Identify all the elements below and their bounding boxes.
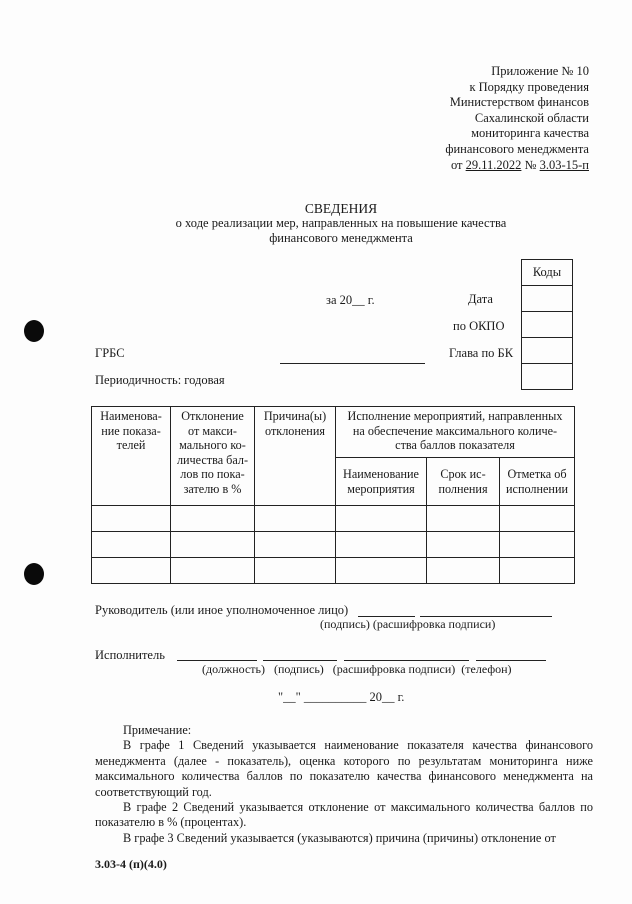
measures-table bbox=[91, 406, 575, 584]
footer-form-code: 3.03-4 (п)(4.0) bbox=[95, 857, 167, 871]
grbs-label: ГРБС bbox=[95, 346, 125, 360]
head-signature-label: Руководитель (или иное уполномоченное лицо) bbox=[95, 603, 349, 617]
code-cell-okpo bbox=[522, 312, 573, 338]
header-line: мониторинга качества bbox=[471, 126, 589, 141]
col-header-deadline: Срок ис- полнения bbox=[427, 458, 500, 506]
header-line: Приложение № 10 bbox=[491, 64, 589, 78]
executor-signature-line bbox=[263, 660, 337, 661]
code-cell-bk bbox=[522, 338, 573, 364]
code-cell-empty bbox=[522, 364, 573, 390]
head-signature-caption: (подпись) (расшифровка подписи) bbox=[320, 617, 496, 631]
codes-header: Коды bbox=[522, 260, 573, 286]
header-line: финансового менеджмента bbox=[445, 141, 589, 156]
code-label-bk: Глава по БК bbox=[449, 346, 514, 360]
header-line: Сахалинской области bbox=[474, 110, 589, 125]
notes-title: Примечание: bbox=[123, 723, 192, 737]
code-label-date: Дата bbox=[468, 292, 493, 306]
appendix-header bbox=[445, 64, 589, 173]
grbs-fill-line bbox=[280, 363, 425, 364]
executor-label: Исполнитель bbox=[95, 648, 165, 662]
executor-position-line bbox=[177, 660, 257, 661]
header-date-line: от 29.11.2022 № 3.03-15-п bbox=[450, 157, 589, 172]
periodicity: Периодичность: годовая bbox=[95, 373, 225, 387]
header-line: Министерством финансов bbox=[449, 95, 589, 110]
table-row bbox=[92, 506, 575, 532]
period-label: за 20__ г. bbox=[326, 293, 375, 307]
binder-hole-top bbox=[24, 320, 44, 342]
order-number: 3.03-15-п bbox=[539, 157, 589, 172]
binder-hole-bottom bbox=[24, 563, 44, 585]
table-row bbox=[92, 558, 575, 584]
code-cell-date bbox=[522, 286, 573, 312]
notes-section bbox=[95, 723, 593, 846]
note-paragraph: В графе 3 Сведений указывается (указываются) причина (причины) отклонение от bbox=[123, 830, 556, 845]
note-paragraph: В графе 1 Сведений указывается наименование показателя качества финансового менеджмента (далее - показатель), оценка которого по результатам мониторинга ниже максимального количества баллов по показателю качества финансового менеджмента на соответствующий год. bbox=[95, 738, 593, 799]
col-header-completion-mark: Отметка об исполнении bbox=[500, 458, 575, 506]
table-row bbox=[92, 532, 575, 558]
title-line-1: о ходе реализации мер, направленных на повышение качества bbox=[175, 216, 507, 230]
signature-date: "__" __________ 20__ г. bbox=[278, 690, 405, 704]
col-header-execution-group: Исполнение мероприятий, направленных на обеспечение максимального количе- ства баллов показателя bbox=[336, 407, 575, 458]
document-title: СВЕДЕНИЯ bbox=[304, 201, 378, 216]
header-line: к Порядку проведения bbox=[469, 79, 589, 94]
code-label-okpo: по ОКПО bbox=[453, 319, 505, 333]
title-line-2: финансового менеджмента bbox=[269, 231, 413, 245]
executor-phone-line bbox=[476, 660, 546, 661]
codes-table bbox=[521, 259, 573, 390]
col-header-measure-name: Наименование мероприятия bbox=[336, 458, 427, 506]
col-header-deviation: Отклонение от макси- мального ко- личества бал- лов по пока- зателю в % bbox=[171, 407, 255, 506]
col-header-reason: Причина(ы) отклонения bbox=[255, 407, 336, 506]
executor-name-line bbox=[344, 660, 469, 661]
col-header-indicator: Наименова- ние показа- телей bbox=[92, 407, 171, 506]
note-paragraph: В графе 2 Сведений указывается отклонение от максимального количества баллов по показателю в % (процентах). bbox=[95, 800, 593, 830]
order-date: 29.11.2022 bbox=[465, 157, 522, 172]
executor-caption: (должность) (подпись) (расшифровка подписи) (телефон) bbox=[202, 662, 512, 676]
